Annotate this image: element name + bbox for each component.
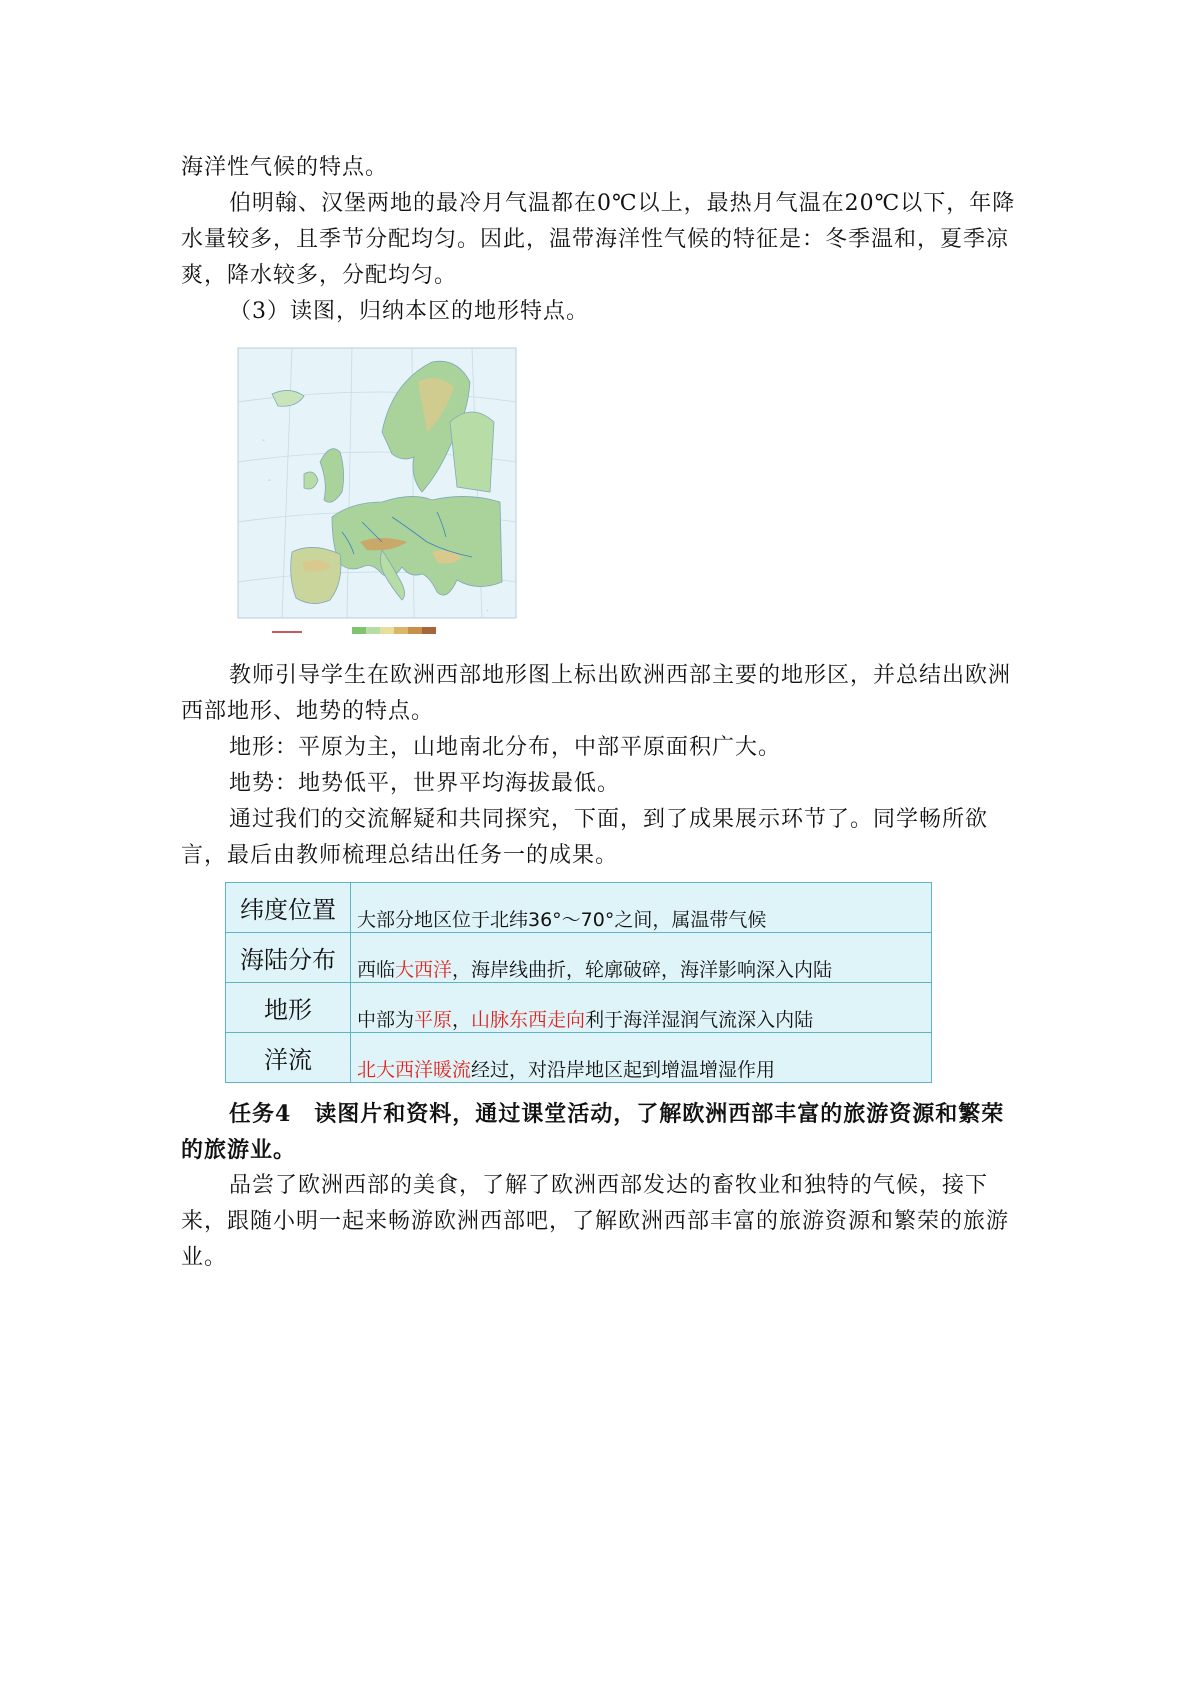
paragraph-question-3: （3）读图，归纳本区的地形特点。: [229, 299, 589, 324]
task4-heading: 任务4 读图片和资料，通过课堂活动，了解欧洲西部丰富的旅游资源和繁荣的旅游业。: [181, 1101, 1005, 1163]
row-key: 洋流: [226, 1033, 351, 1083]
highlight-text: 平原: [414, 1009, 453, 1031]
paragraph-terrain: 地势：地势低平，世界平均海拔最低。: [229, 771, 621, 796]
row-value: 北大西洋暖流经过，对沿岸地区起到增温增湿作用: [351, 1033, 932, 1083]
summary-table: [225, 882, 932, 1083]
row-value: 西临大西洋，海岸线曲折，轮廓破碎，海洋影响深入内陆: [351, 933, 932, 983]
paragraph-climate-tail: 海洋性气候的特点。: [181, 155, 389, 180]
table-row: [226, 983, 932, 1033]
highlight-text: 山脉东西走向: [471, 1009, 586, 1031]
row-key: 地形: [226, 983, 351, 1033]
paragraph-climate-analysis: 伯明翰、汉堡两地的最冷月气温都在0℃以上，最热月气温在20℃以下，年降水量较多，且季节分配均匀。因此，温带海洋性气候的特征是：冬季温和，夏季凉爽，降水较多，分配均匀。: [181, 191, 1016, 288]
europe-terrain-map: [232, 342, 522, 642]
svg-text:◦: ◦: [262, 438, 265, 444]
row-value: 大部分地区位于北纬36°～70°之间，属温带气候: [351, 883, 932, 933]
paragraph-landform: 地形：平原为主，山地南北分布，中部平原面积广大。: [229, 735, 782, 760]
highlight-text: 北大西洋暖流: [357, 1059, 472, 1081]
row-key: 海陆分布: [226, 933, 351, 983]
table-row: [226, 1033, 932, 1083]
table-row: [226, 933, 932, 983]
highlight-text: 大西洋: [395, 959, 453, 981]
svg-text:◦: ◦: [268, 478, 271, 484]
svg-text:·: ·: [487, 608, 489, 614]
row-key: 纬度位置: [226, 883, 351, 933]
table-row: [226, 883, 932, 933]
row-value: 中部为平原，山脉东西走向利于海洋湿润气流深入内陆: [351, 983, 932, 1033]
paragraph-task4-intro: 品尝了欧洲西部的美食，了解了欧洲西部发达的畜牧业和独特的气候，接下来，跟随小明一起来畅游欧洲西部吧，了解欧洲西部丰富的旅游资源和繁荣的旅游业。: [181, 1173, 1010, 1270]
paragraph-teacher-guide: 教师引导学生在欧洲西部地形图上标出欧洲西部主要的地形区，并总结出欧洲西部地形、地势的特点。: [181, 663, 1012, 724]
paragraph-summary-intro: 通过我们的交流解疑和共同探究，下面，到了成果展示环节了。同学畅所欲言，最后由教师梳理总结出任务一的成果。: [181, 807, 989, 868]
